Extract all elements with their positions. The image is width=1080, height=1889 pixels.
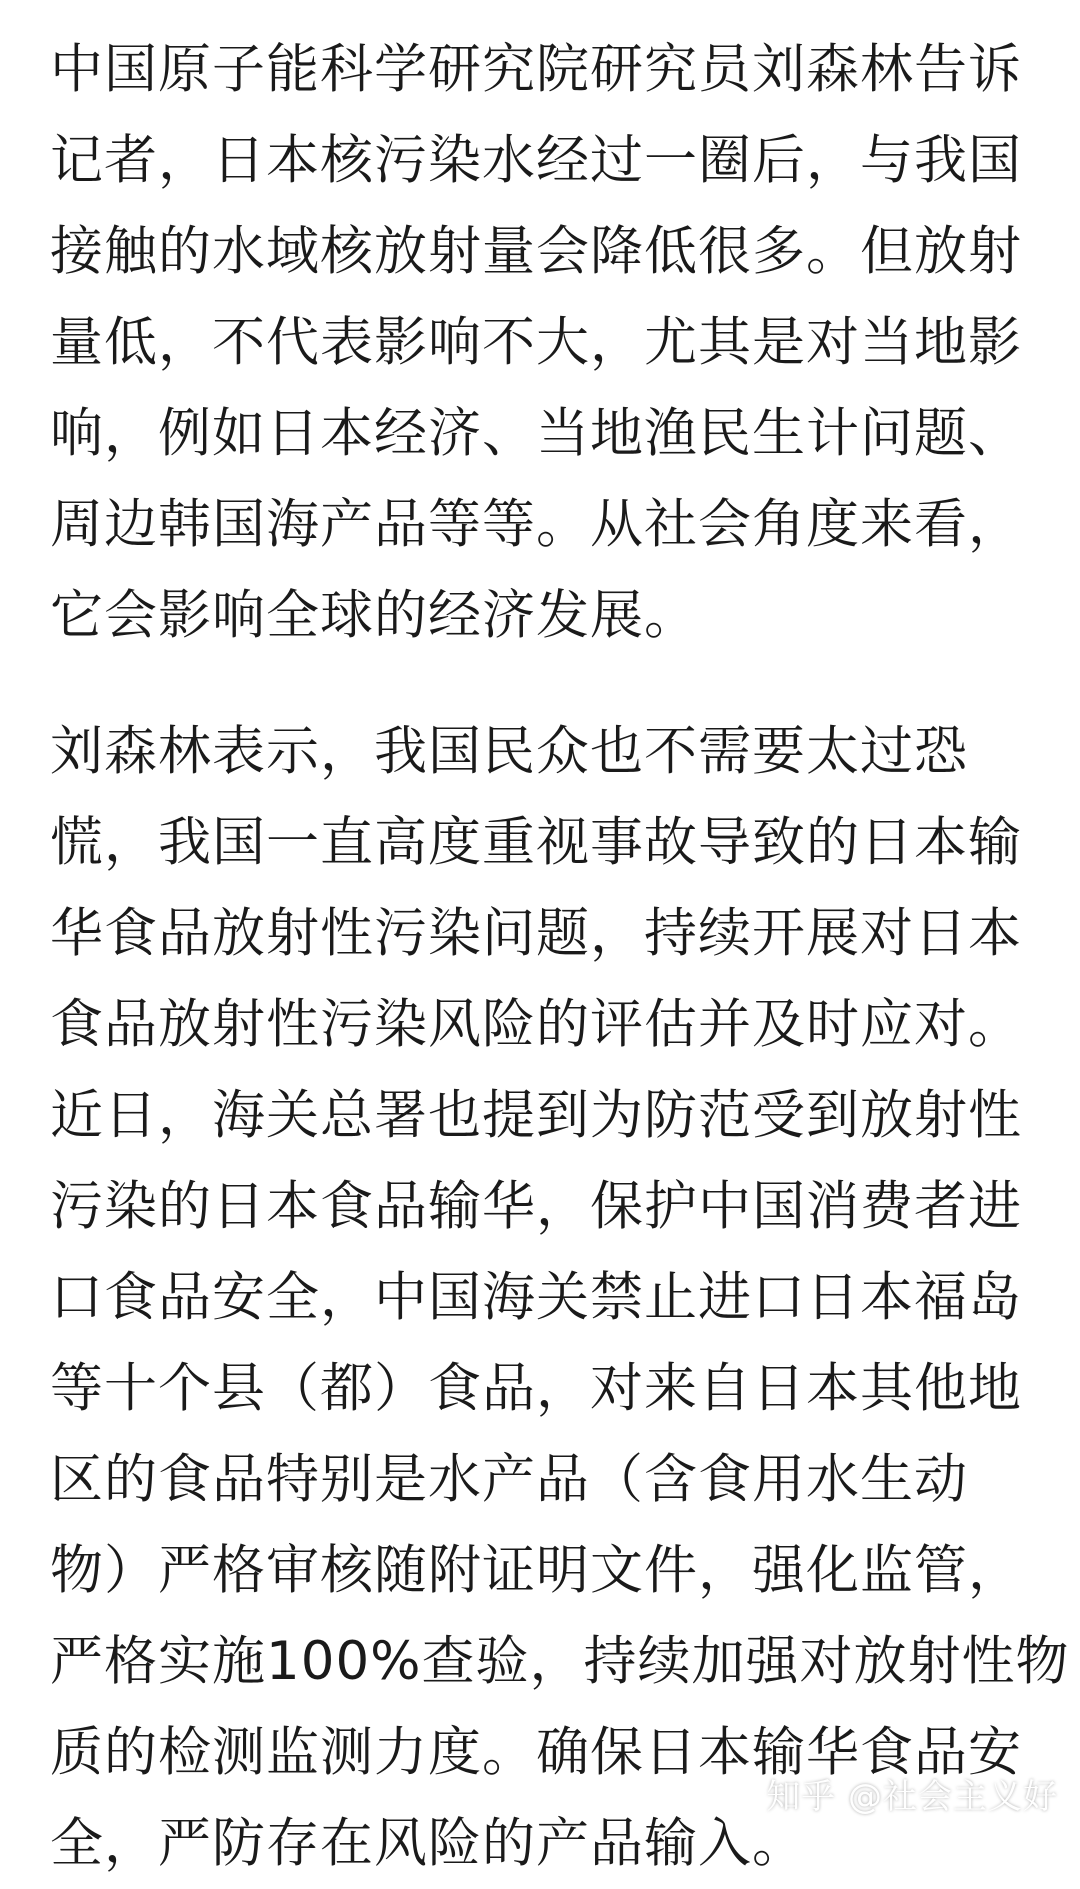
text-line: 刘森林表示，我国民众也不需要太过恐 bbox=[50, 721, 968, 782]
text-line: 区的食品特别是水产品（含食用水生动 bbox=[50, 1449, 968, 1510]
text-line: 质的检测监测力度。确保日本输华食品安 bbox=[50, 1722, 1022, 1783]
text-line: 严格实施100%查验，持续加强对放射性物 bbox=[50, 1631, 1070, 1692]
text-line: 食品放射性污染风险的评估并及时应对。 bbox=[50, 994, 1022, 1055]
zhihu-watermark: 知乎 @社会主义好 bbox=[766, 1777, 1058, 1817]
text-line: 等十个县（都）食品，对来自日本其他地 bbox=[50, 1358, 1022, 1419]
text-line: 近日，海关总署也提到为防范受到放射性 bbox=[50, 1085, 1022, 1146]
text-line: 慌，我国一直高度重视事故导致的日本输 bbox=[50, 812, 1022, 873]
text-line: 物）严格审核随附证明文件，强化监管， bbox=[50, 1540, 1022, 1601]
text-line: 全，严防存在风险的产品输入。 bbox=[50, 1813, 806, 1874]
paragraph-2 bbox=[50, 706, 1070, 1889]
text-line: 华食品放射性污染问题，持续开展对日本 bbox=[50, 903, 1022, 964]
text-line: 接触的水域核放射量会降低很多。但放射 bbox=[50, 221, 1022, 282]
text-line: 量低，不代表影响不大，尤其是对当地影 bbox=[50, 312, 1022, 373]
paragraph-1 bbox=[50, 24, 1040, 661]
text-line: 响，例如日本经济、当地渔民生计问题、 bbox=[50, 403, 1022, 464]
text-line: 口食品安全，中国海关禁止进口日本福岛 bbox=[50, 1267, 1022, 1328]
text-line: 记者，日本核污染水经过一圈后，与我国 bbox=[50, 130, 1022, 191]
text-line: 它会影响全球的经济发展。 bbox=[50, 585, 698, 646]
text-line: 中国原子能科学研究院研究员刘森林告诉 bbox=[50, 39, 1022, 100]
text-line: 污染的日本食品输华，保护中国消费者进 bbox=[50, 1176, 1022, 1237]
text-line: 周边韩国海产品等等。从社会角度来看， bbox=[50, 494, 1022, 555]
